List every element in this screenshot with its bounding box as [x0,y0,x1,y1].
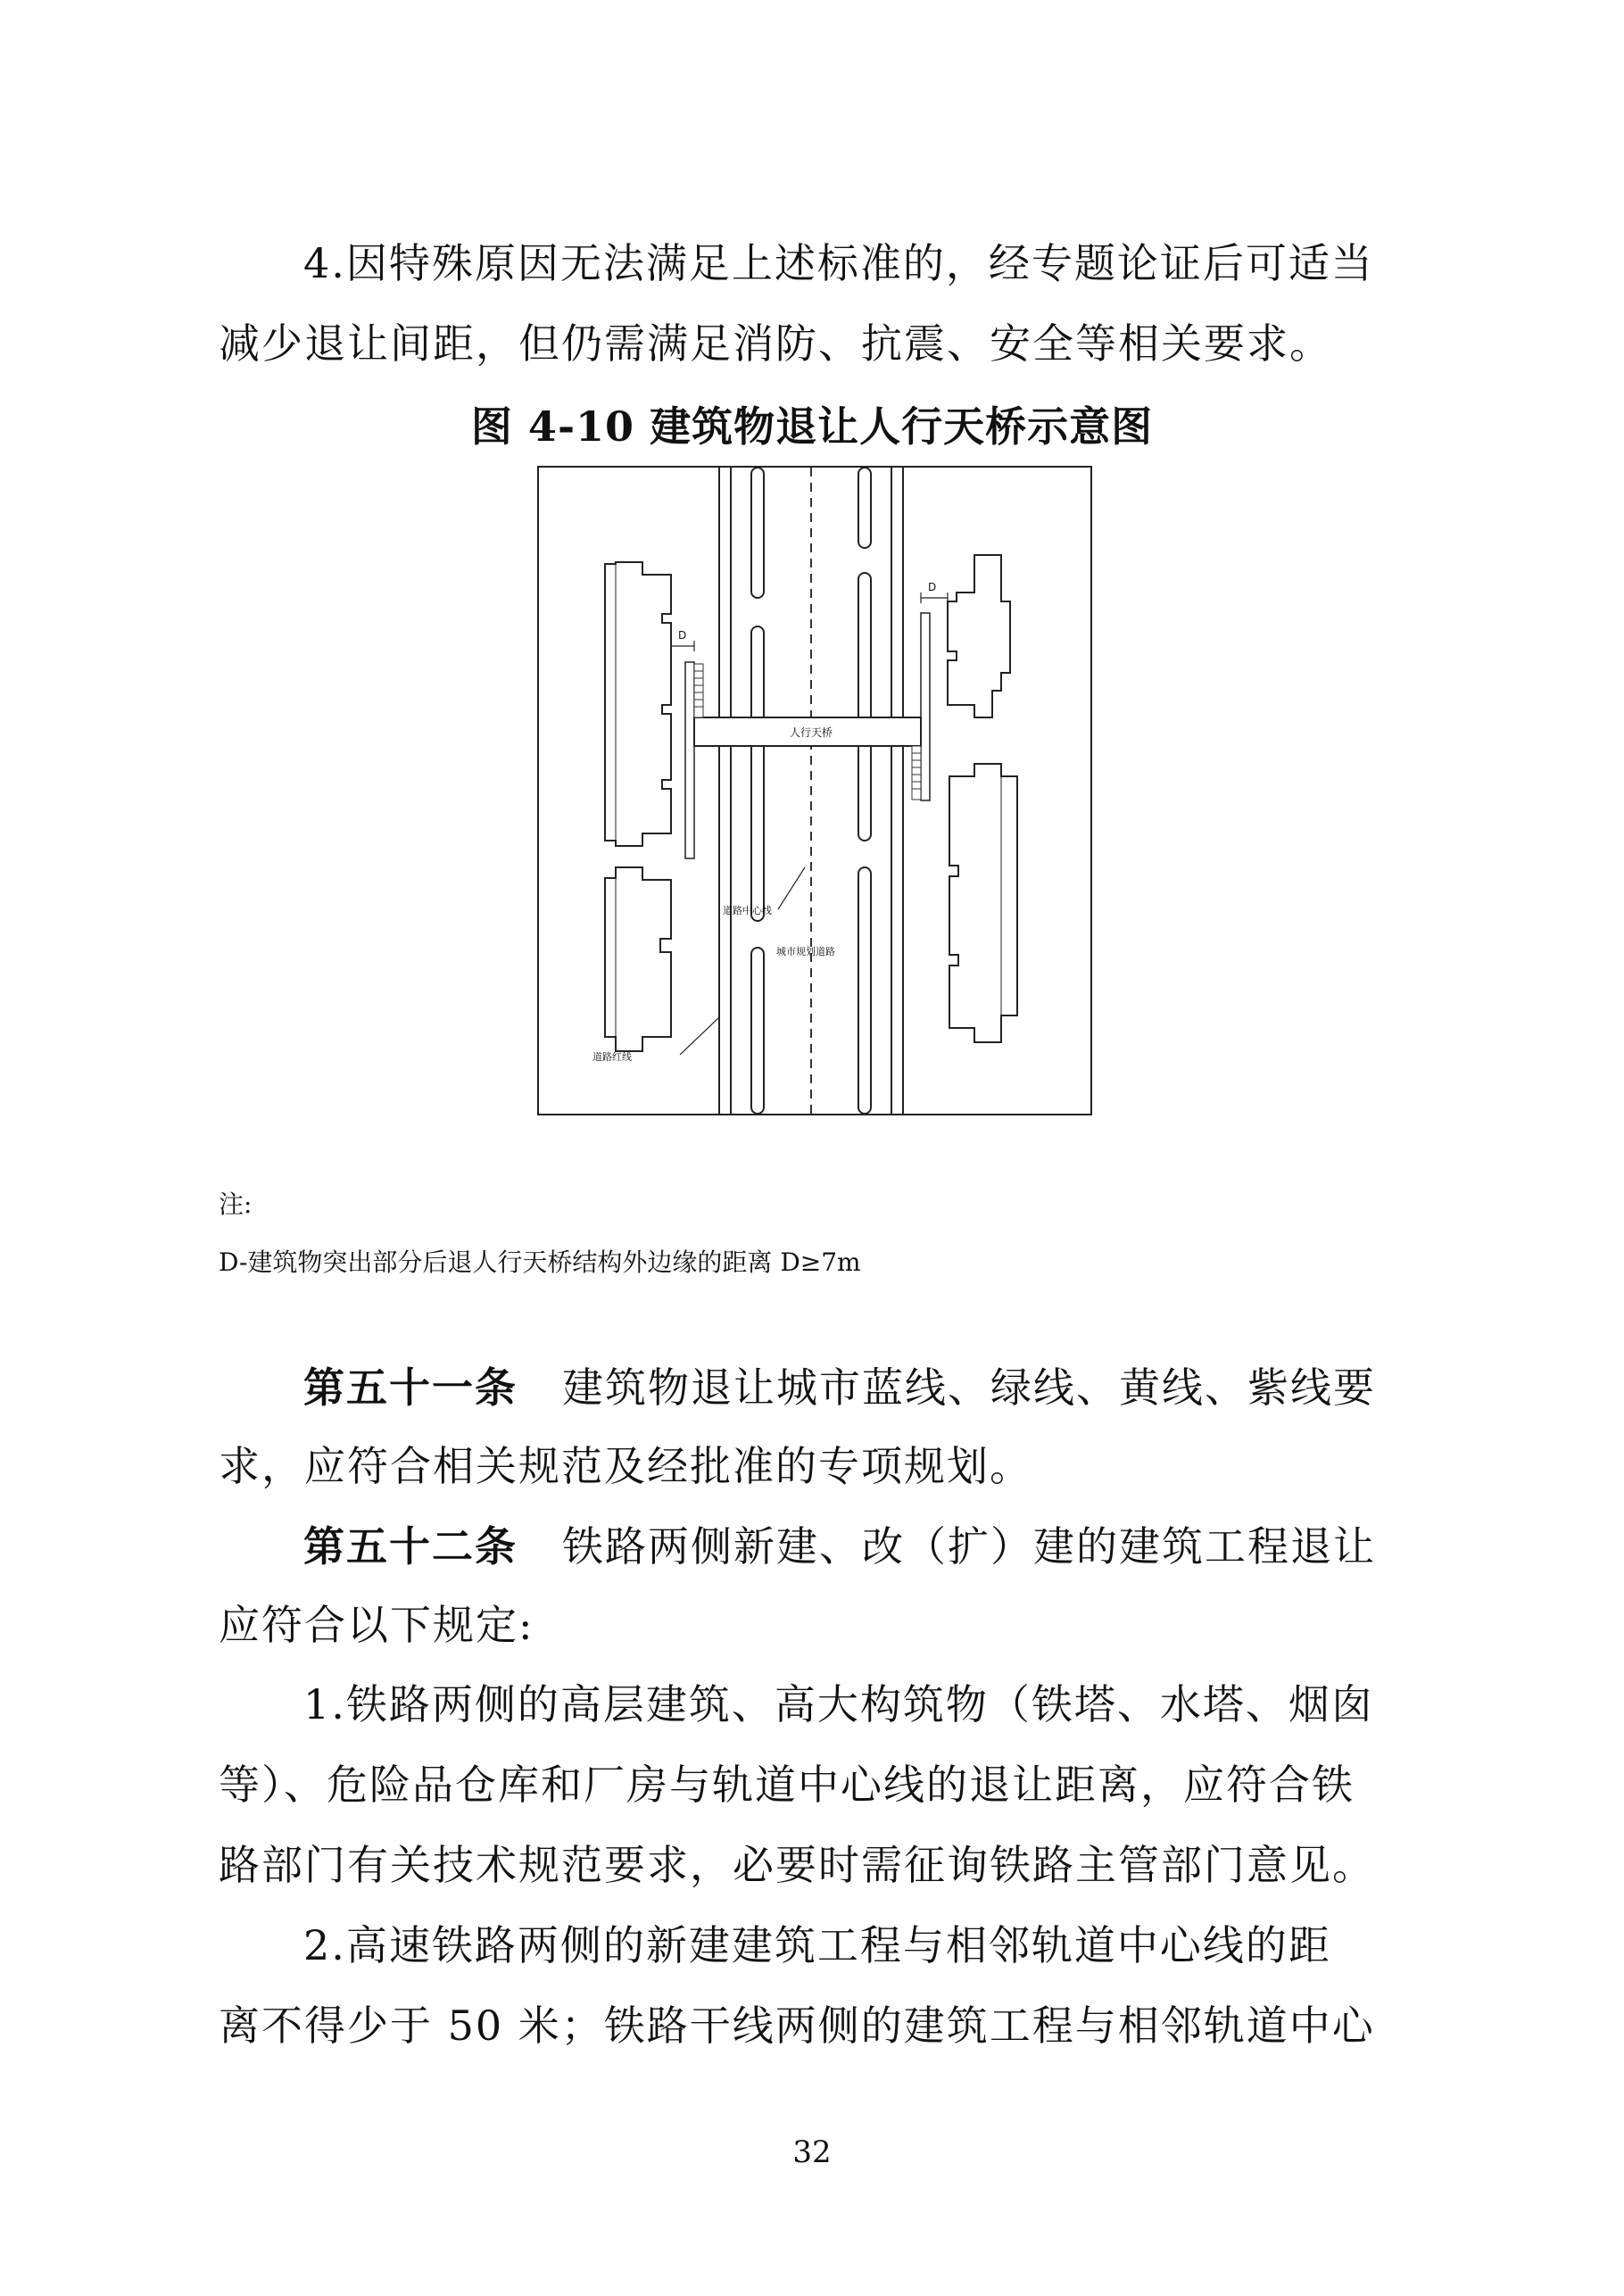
centerline-label: 道路中心线 [723,905,772,916]
article-51-text: 建筑物退让城市蓝线、绿线、黄线、紫线要 [562,1364,1376,1412]
item-1-line-2: 等）、危险品仓库和厂房与轨道中心线的退让距离，应符合铁 [219,1761,1355,1809]
item-1-line-1: 1.铁路两侧的高层建筑、高大构筑物（铁塔、水塔、烟囱 [303,1680,1374,1728]
planned-road-label: 城市规划道路 [776,946,835,957]
figure-title: 图 4-10 建筑物退让人行天桥示意图 [470,402,1154,451]
article-52-line-2: 应符合以下规定: [219,1601,534,1649]
setback-diagram [537,466,1092,1115]
article-51-line-1 [303,1361,1405,1414]
article-52-line-1 [303,1520,1405,1573]
item-1-line-3: 路部门有关技术规范要求，必要时需征询铁路主管部门意见。 [219,1841,1375,1889]
paragraph-4-line-1: 4.因特殊原因无法满足上述标准的，经专题论证后可适当 [303,239,1374,287]
red-line-label: 道路红线 [592,1051,632,1063]
article-51-heading: 第五十一条 [303,1364,518,1412]
bridge-label: 人行天桥 [789,726,833,739]
article-52-heading: 第五十二条 [303,1522,518,1571]
d-label-left: D [678,629,687,642]
note-text: D-建筑物突出部分后退人行天桥结构外边缘的距离 D≥7m [219,1247,861,1277]
building-right-lower [949,764,1017,1042]
paragraph-4-line-2: 减少退让间距，但仍需满足消防、抗震、安全等相关要求。 [219,319,1332,368]
d-label-right: D [928,581,937,593]
building-left-lower [605,867,671,1051]
item-2-line-1: 2.高速铁路两侧的新建建筑工程与相邻轨道中心线的距 [303,1921,1331,1969]
stair-left [694,664,703,717]
page-number: 32 [792,2134,832,2170]
stair-right [912,746,921,800]
note-heading: 注: [219,1189,253,1219]
article-52-text: 铁路两侧新建、改（扩）建的建筑工程退让 [562,1522,1376,1571]
item-2-line-2: 离不得少于 50 米；铁路干线两侧的建筑工程与相邻轨道中心 [219,2002,1375,2050]
article-51-line-2: 求，应符合相关规范及经批准的专项规划。 [219,1442,1032,1490]
building-left-upper [605,562,671,846]
